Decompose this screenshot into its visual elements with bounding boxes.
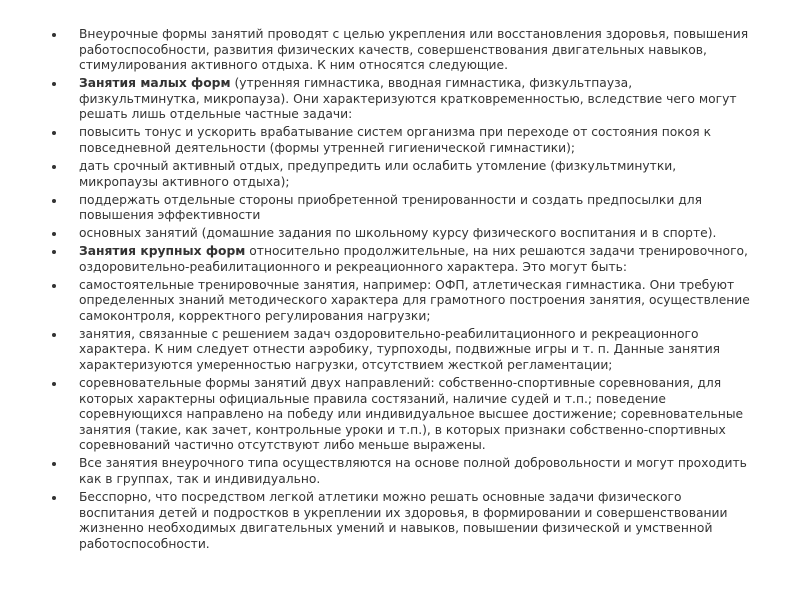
list-item (52, 278, 752, 325)
bullet-dot-icon (52, 165, 56, 169)
list-item (52, 159, 752, 190)
bullet-dot-icon (52, 250, 56, 254)
item-text: относительно продолжительные, на них решаются задачи тренировочного, оздоровительно-реабилитационного и рекреационного характера. Это могут быть: (79, 244, 748, 274)
item-text: дать срочный активный отдых, предупредить или ослабить утомление (физкультминутки, микропаузы активного отдыха); (79, 158, 677, 189)
item-text: соревновательные формы занятий двух направлений: собственно-спортивные соревнования, для которых характерны официальные правила состязаний, наличие судей и т.п.; поведение соревнующихся направлено на победу или индивидуальное высшее достижение; соревновательные занятия (такие, как зачет, контрольные уроки и т.п.), в которых признаки собственно-спортивных соревнований частично отсутствуют либо меньше выражены. (79, 375, 744, 453)
list-item (52, 27, 752, 74)
list-item (52, 76, 752, 123)
bullet-dot-icon (52, 131, 56, 135)
item-text: Все занятия внеурочного типа осуществляются на основе полной добровольности и могут проходить как в группах, так и индивидуально. (79, 456, 747, 486)
list-item (52, 193, 752, 224)
item-text: занятия, связанные с решением задач оздоровительно-реабилитационного и рекреационного характера. К ним следует отнести аэробику, турпоходы, подвижные игры и т. п. Данные занятия характеризуются умеренностью нагрузки, отсутствием жесткой регламентации; (79, 326, 721, 372)
item-text: (утренняя гимнастика, вводная гимнастика, физкультпауза, физкультминутка, микропауза). Они характеризуются кратковременностью, вследствие чего могут решать лишь отдельные частные задачи: (79, 76, 737, 122)
bullet-dot-icon (52, 462, 56, 466)
bullet-dot-icon (52, 232, 56, 236)
list-item (52, 376, 752, 454)
bullet-dot-icon (52, 333, 56, 337)
bullet-dot-icon (52, 33, 56, 37)
item-text: Бесспорно, что посредством легкой атлетики можно решать основные задачи физического воспитания детей и подростков в укреплении их здоровья, в формировании и совершенствовании жизненно необходимых двигательных умений и навыков, повышении физической и умственной работоспособности. (79, 489, 728, 551)
item-lead: Занятия крупных форм (79, 244, 246, 259)
bullet-dot-icon (52, 284, 56, 288)
item-text: поддержать отдельные стороны приобретенной тренированности и создать предпосылки для повышения эффективности (79, 192, 703, 223)
bullet-list (52, 27, 752, 555)
bullet-dot-icon (52, 82, 56, 86)
list-item (52, 327, 752, 374)
bullet-dot-icon (52, 382, 56, 386)
item-text: основных занятий (домашние задания по школьному курсу физического воспитания и в спорте). (79, 226, 717, 241)
list-item (52, 125, 752, 156)
list-item (52, 490, 752, 552)
item-text: Внеурочные формы занятий проводят с целью укрепления или восстановления здоровья, повышения работоспособности, развития физических качеств, совершенствования двигательных навыков, стимулирования активного отдыха. К ним относятся следующие. (79, 27, 749, 73)
bullet-dot-icon (52, 199, 56, 203)
item-lead: Занятия малых форм (79, 76, 231, 91)
list-item (52, 226, 752, 242)
bullet-dot-icon (52, 496, 56, 500)
list-item (52, 456, 752, 487)
item-text: повысить тонус и ускорить врабатывание систем организма при переходе от состояния покоя к повседневной деятельности (формы утренней гигиенической гимнастики); (79, 125, 711, 155)
item-text: самостоятельные тренировочные занятия, например: ОФП, атлетическая гимнастика. Они требуют определенных знаний методического характера для грамотного построения занятия, осуществление самоконтроля, корректного регулирования нагрузки; (79, 277, 750, 323)
list-item (52, 244, 752, 275)
